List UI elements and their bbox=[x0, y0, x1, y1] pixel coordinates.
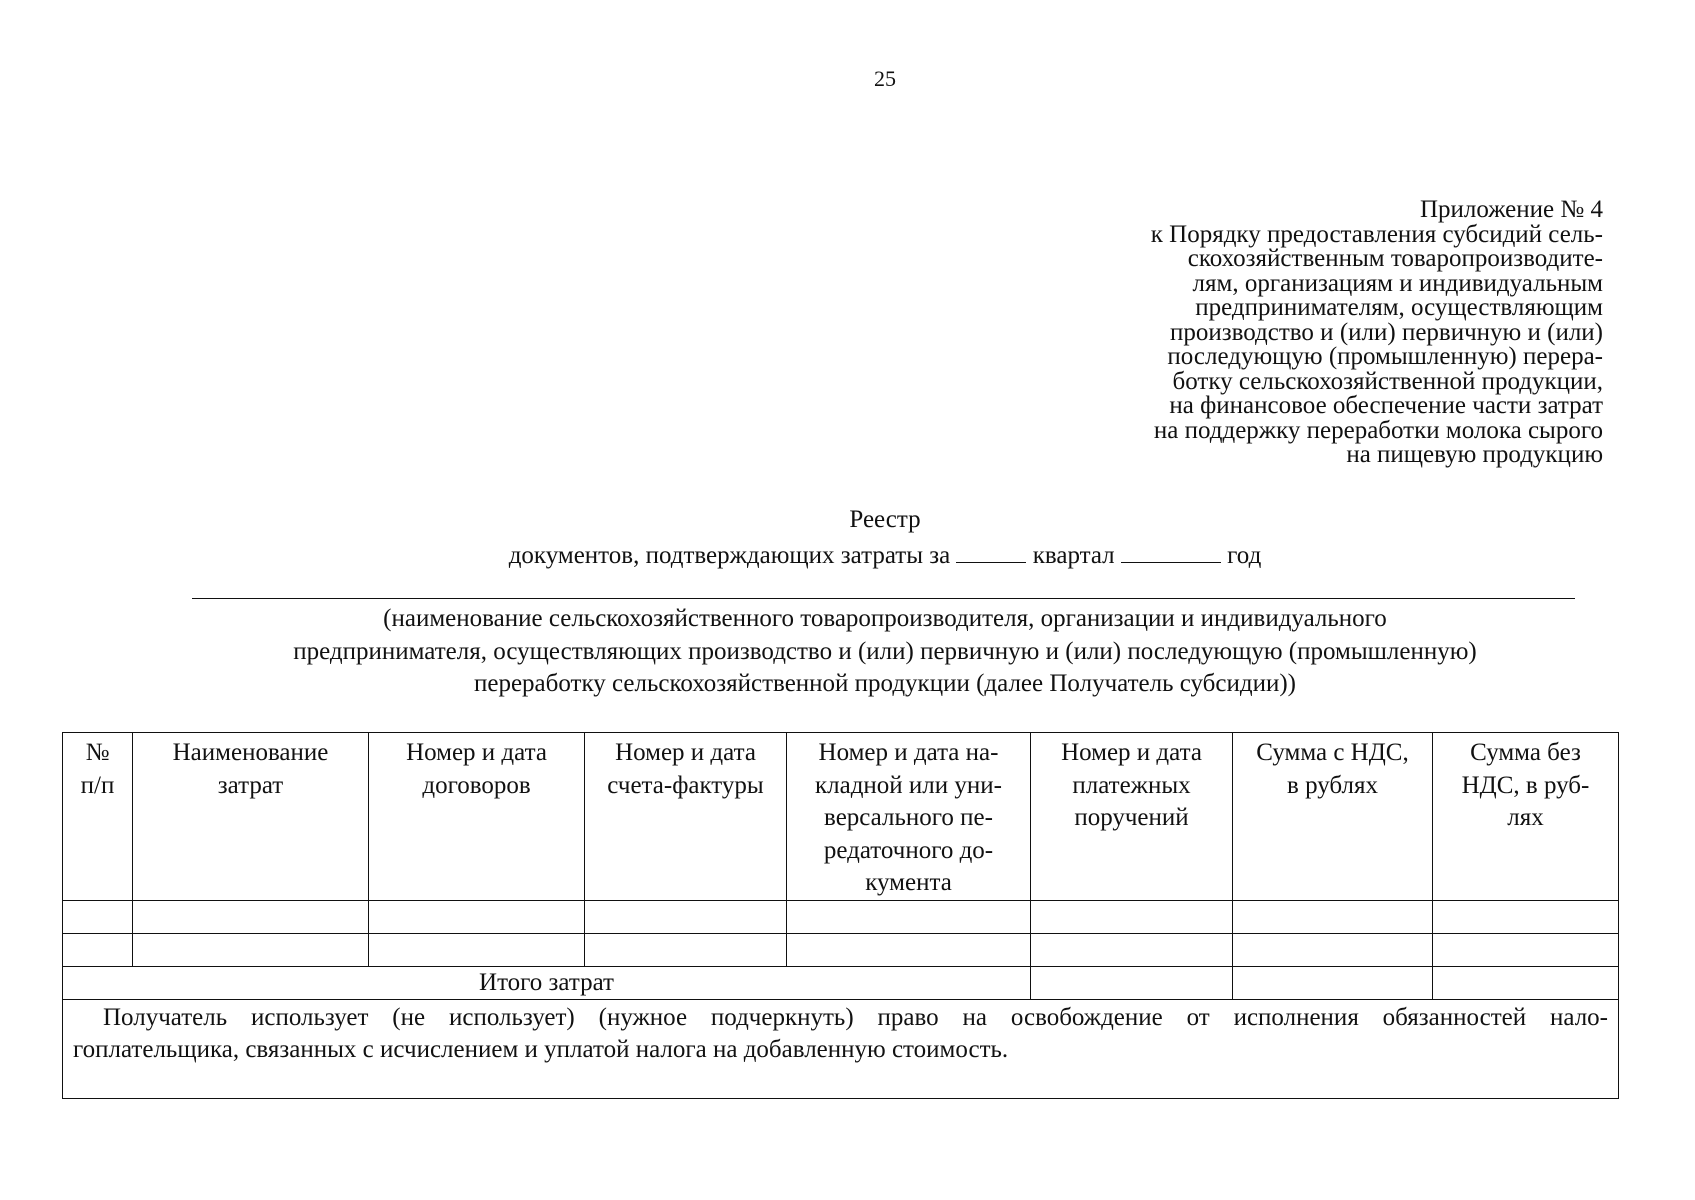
header-line: редаточного до- bbox=[823, 836, 994, 864]
caption-line: предпринимателя, осуществляющих производство и (или) первичную и (или) последующую (промышленную) bbox=[293, 637, 1477, 665]
header-line: № bbox=[85, 739, 110, 766]
header-cost-name bbox=[133, 733, 369, 901]
appendix-line: ботку сельскохозяйственной продукции, bbox=[1172, 367, 1603, 395]
table-cell[interactable] bbox=[63, 900, 133, 933]
header-line: Номер и дата на- bbox=[818, 739, 999, 766]
table-cell[interactable] bbox=[787, 900, 1031, 933]
table-header-row bbox=[63, 733, 1619, 901]
header-line: в рублях bbox=[1287, 771, 1378, 799]
table-cell[interactable] bbox=[787, 933, 1031, 966]
header-line: лях bbox=[1507, 804, 1544, 831]
header-line: кумента bbox=[865, 869, 952, 896]
appendix-line: предпринимателям, осуществляющим bbox=[1195, 294, 1603, 321]
total-label: Итого затрат bbox=[63, 966, 1031, 999]
table-cell[interactable] bbox=[63, 933, 133, 966]
table-cell[interactable] bbox=[1233, 933, 1433, 966]
quarter-blank[interactable] bbox=[956, 540, 1026, 563]
recipient-name-line[interactable] bbox=[192, 598, 1575, 599]
header-line: договоров bbox=[422, 771, 531, 799]
vat-note-line: Получатель использует (не использует) (нужное подчеркнуть) право на освобождение от исполнения обязанностей нало- bbox=[103, 1003, 1608, 1031]
appendix-line: на пищевую продукцию bbox=[1346, 441, 1603, 468]
header-invoice bbox=[585, 733, 787, 901]
appendix-line: производство и (или) первичную и (или) bbox=[1170, 318, 1603, 346]
recipient-caption bbox=[180, 603, 1590, 701]
registry-subtitle-quarter: квартал bbox=[1026, 542, 1121, 569]
table-row bbox=[63, 933, 1619, 966]
table-cell[interactable] bbox=[1233, 900, 1433, 933]
total-without-vat-cell[interactable] bbox=[1433, 966, 1619, 999]
vat-note bbox=[63, 999, 1619, 1098]
header-waybill bbox=[787, 733, 1031, 901]
appendix-line: скохозяйственным товаропроизводите- bbox=[1187, 245, 1603, 272]
header-line: поручений bbox=[1074, 804, 1189, 831]
page-number: 25 bbox=[874, 66, 896, 91]
table-cell[interactable] bbox=[1433, 900, 1619, 933]
appendix-line: Приложение № 4 bbox=[1419, 196, 1603, 223]
total-row bbox=[63, 966, 1619, 999]
appendix-line: лям, организациям и индивидуальным bbox=[1192, 269, 1603, 297]
header-line: версального пе- bbox=[824, 804, 993, 831]
header-line: счета-фактуры bbox=[607, 771, 764, 799]
table-cell[interactable] bbox=[1031, 900, 1233, 933]
total-payment-cell[interactable] bbox=[1031, 966, 1233, 999]
header-line: Наименование bbox=[172, 739, 329, 766]
header-line: НДС, в руб- bbox=[1461, 771, 1590, 799]
vat-note-line: гоплательщика, связанных с исчислением и уплатой налога на добавленную стоимость. bbox=[73, 1036, 1009, 1063]
header-line: Сумма без bbox=[1470, 739, 1581, 766]
table-cell[interactable] bbox=[133, 900, 369, 933]
header-sum-without-vat bbox=[1433, 733, 1619, 901]
caption-line: переработку сельскохозяйственной продукции (далее Получатель субсидии)) bbox=[473, 670, 1297, 697]
header-payment-orders bbox=[1031, 733, 1233, 901]
appendix-line: на поддержку переработки молока сырого bbox=[1153, 416, 1603, 444]
header-line: Номер и дата bbox=[615, 739, 756, 766]
header-line: затрат bbox=[217, 771, 284, 799]
table-cell[interactable] bbox=[1433, 933, 1619, 966]
appendix-line: последующую (промышленную) перера- bbox=[1167, 343, 1603, 370]
table-cell[interactable] bbox=[369, 933, 585, 966]
table-cell[interactable] bbox=[133, 933, 369, 966]
registry-subtitle-year: год bbox=[1220, 542, 1262, 569]
header-line: платежных bbox=[1072, 771, 1191, 799]
table-cell[interactable] bbox=[1031, 933, 1233, 966]
registry-title: Реестр bbox=[849, 506, 921, 533]
table-cell[interactable] bbox=[585, 933, 787, 966]
header-line: Сумма с НДС, bbox=[1256, 739, 1409, 766]
header-contracts bbox=[369, 733, 585, 901]
appendix-line: на финансовое обеспечение части затрат bbox=[1169, 392, 1603, 419]
header-sum-with-vat bbox=[1233, 733, 1433, 901]
year-blank[interactable] bbox=[1121, 540, 1221, 563]
header-line: Номер и дата bbox=[406, 739, 547, 766]
table-row bbox=[63, 900, 1619, 933]
vat-note-row bbox=[63, 999, 1619, 1098]
registry-subtitle bbox=[0, 540, 1695, 570]
registry-table bbox=[62, 732, 1619, 1099]
header-line: кладной или уни- bbox=[814, 771, 1002, 799]
appendix-header bbox=[1063, 198, 1603, 468]
header-line: Номер и дата bbox=[1061, 739, 1202, 766]
header-number bbox=[63, 733, 133, 901]
total-with-vat-cell[interactable] bbox=[1233, 966, 1433, 999]
table-cell[interactable] bbox=[585, 900, 787, 933]
header-line: п/п bbox=[80, 771, 115, 799]
registry-subtitle-prefix: документов, подтверждающих затраты за bbox=[508, 542, 957, 569]
table-cell[interactable] bbox=[369, 900, 585, 933]
appendix-line: к Порядку предоставления субсидий сель- bbox=[1150, 220, 1603, 248]
caption-line: (наименование сельскохозяйственного товаропроизводителя, организации и индивидуального bbox=[383, 605, 1387, 632]
